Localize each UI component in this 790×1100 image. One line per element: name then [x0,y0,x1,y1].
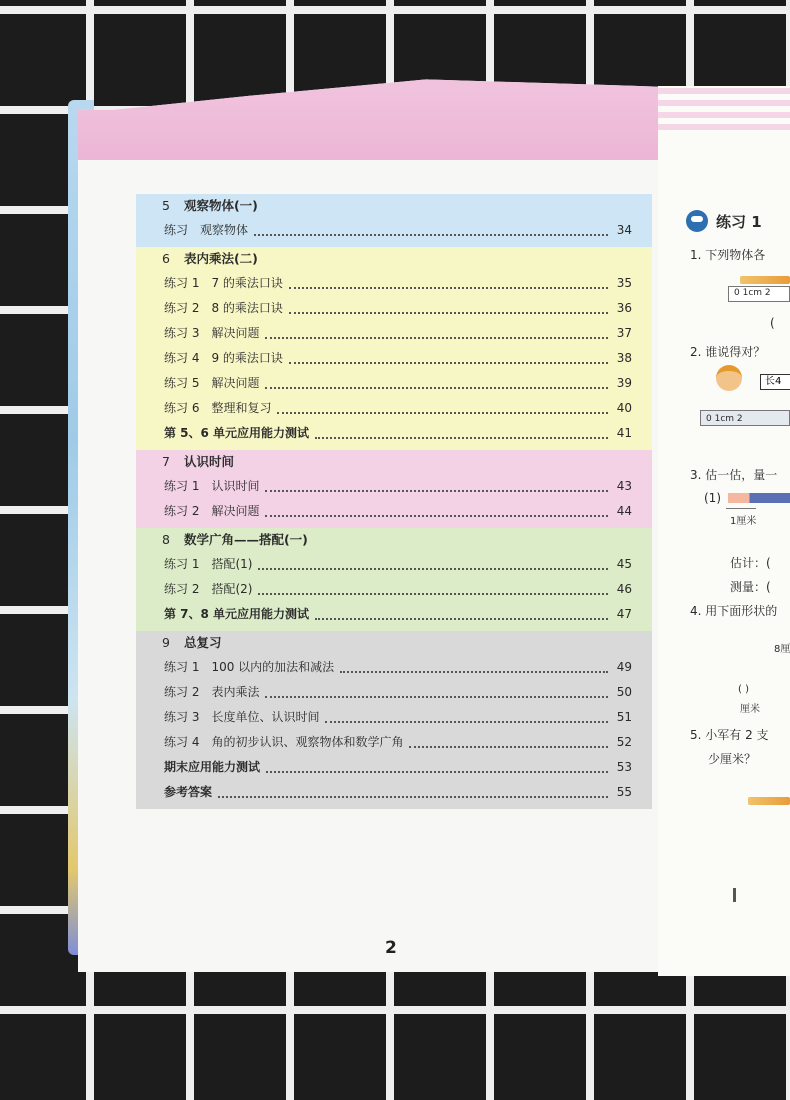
dot-leader [325,721,608,723]
toc-page-number: 38 [616,351,632,365]
toc-page-number: 43 [616,479,632,493]
toc-entry-label [164,655,334,680]
toc-page-number: 41 [616,426,632,440]
dot-leader [258,593,608,595]
toc-entry-subtitle: 角的初步认识、观察物体和数学广角 [211,735,404,749]
speech-bubble: 长4 [760,374,790,390]
table-of-contents [136,194,652,809]
section-number: 7 [162,454,170,469]
toc-section [136,194,652,247]
toc-entry-title: 练习 5 [164,376,200,390]
toc-entry-label [164,780,212,805]
toc-entry-label [164,730,403,755]
toc-page-number: 51 [616,710,632,724]
toc-entry-subtitle: 表内乘法 [211,685,260,699]
dot-leader [289,312,608,314]
toc-page-number: 35 [616,276,632,290]
page-number: 2 [385,938,397,958]
toc-entry-title: 练习 3 [164,326,200,340]
question-1: 1. 下列物体各 [690,248,766,262]
toc-entry [136,371,652,396]
toc-entry-subtitle: 解决问题 [211,326,260,340]
toc-entry-label [164,346,283,371]
toc-entry [136,218,652,243]
question-5: 5. 小军有 2 支 [690,728,769,742]
answer-blank: ( [770,316,775,330]
toc-entry [136,780,652,805]
toc-entry [136,705,652,730]
toc-entry-label [164,755,260,780]
section-title-text: 表内乘法(二) [183,251,258,266]
toc-page-number: 46 [616,582,632,596]
section-number: 5 [162,198,170,213]
toc-entry-subtitle: 9 的乘法口诀 [211,351,283,365]
toc-entry-subtitle: 整理和复习 [211,401,272,415]
ruler-labels: 0 1cm 2 [706,414,743,424]
toc-entry [136,296,652,321]
toc-page-number: 53 [616,760,632,774]
toc-page-number: 36 [616,301,632,315]
section-title-text: 数学广角——搭配(一) [183,532,308,547]
pencil-icon [740,276,790,284]
section-title-text: 认识时间 [183,454,234,469]
toc-entry-label [164,474,259,499]
toc-page-number: 34 [616,223,632,237]
toc-entry-label [164,602,309,627]
toc-entry [136,552,652,577]
dot-leader [409,746,608,748]
toc-entry [136,321,652,346]
toc-entry [136,577,652,602]
toc-entry [136,346,652,371]
toc-page-number: 39 [616,376,632,390]
toc-entry-subtitle: 观察物体 [200,223,249,237]
toc-page-number: 40 [616,401,632,415]
dot-leader [218,796,608,798]
section-number: 6 [162,251,170,266]
toc-entry [136,680,652,705]
unit-label: 厘米 [740,704,760,715]
toc-entry-title: 练习 1 [164,276,200,290]
toc-entry-label [164,499,259,524]
toc-entry [136,730,652,755]
dot-leader [265,337,608,339]
section-title-text: 总复习 [183,635,222,650]
toc-entry [136,271,652,296]
question-3-part: (1) [704,491,721,505]
toc-entry-subtitle: 搭配(2) [211,582,253,596]
toc-entry-title: 练习 4 [164,351,200,365]
toc-entry-label [164,271,283,296]
toc-entry [136,499,652,524]
toc-section [136,528,652,631]
toc-entry-title: 练习 2 [164,301,200,315]
dot-leader [265,387,608,389]
dot-leader [258,568,608,570]
section-title [136,194,652,218]
toc-entry-label [164,396,271,421]
answer-blank: ( ) [738,684,749,695]
dot-leader [315,437,608,439]
section-title [136,247,652,271]
toc-entry-subtitle: 100 以内的加法和减法 [211,660,335,674]
toc-entry-subtitle: 搭配(1) [211,557,253,571]
dot-leader [289,362,608,364]
dot-leader [340,671,608,673]
estimate-label: 估计：( [730,556,771,570]
toc-page-number: 37 [616,326,632,340]
question-5-cont: 少厘米？ [708,752,757,766]
measure-label: 测量：( [730,580,771,594]
toc-entry [136,474,652,499]
question-2: 2. 谁说得对？ [690,345,766,359]
pencil-icon [748,797,790,805]
toc-entry-title: 练习 6 [164,401,200,415]
toc-entry-title: 练习 1 [164,479,200,493]
toc-page-number: 50 [616,685,632,699]
ruler-labels: 0 1cm 2 [734,288,771,298]
dot-leader [277,412,608,414]
child-avatar-icon [716,365,742,391]
toc-entry-title: 练习 3 [164,710,200,724]
dot-leader [289,287,608,289]
section-title-text: 观察物体(一) [183,198,258,213]
shape-label: 8厘 [774,644,790,655]
toc-page-number: 45 [616,557,632,571]
toc-entry-label [164,680,259,705]
toc-entry-title: 第 7、8 单元应用能力测试 [164,607,310,621]
dot-leader [265,696,608,698]
toc-entry-label [164,577,252,602]
unit-line [726,508,756,509]
eraser-pencil-icon [728,493,790,503]
toc-entry-subtitle: 长度单位、认识时间 [211,710,320,724]
toc-entry-label [164,321,259,346]
toc-entry-title: 练习 2 [164,582,200,596]
page-header-stripe [658,88,790,136]
dot-leader [266,771,608,773]
question-3: 3. 估一估，量一 [690,468,778,482]
dot-leader [315,618,608,620]
toc-entry [136,396,652,421]
dot-leader [265,515,608,517]
toc-page-number: 44 [616,504,632,518]
toc-entry-subtitle: 解决问题 [211,504,260,518]
toc-entry-subtitle: 8 的乘法口诀 [211,301,283,315]
unit-label: 1厘米 [730,516,757,527]
question-4: 4. 用下面形状的 [690,604,778,618]
toc-entry-label [164,371,259,396]
toc-entry-title: 练习 4 [164,735,200,749]
toc-entry-title: 练习 2 [164,685,200,699]
section-title [136,631,652,655]
section-number: 8 [162,532,170,547]
toc-page-number: 47 [616,607,632,621]
dot-leader [254,234,608,236]
toc-entry-label [164,218,248,243]
toc-page-number: 52 [616,735,632,749]
section-number: 9 [162,635,170,650]
toc-section [136,247,652,450]
toc-entry-title: 练习 1 [164,660,200,674]
toc-entry-label [164,552,252,577]
section-title [136,450,652,474]
toc-entry-label [164,705,319,730]
toc-entry-subtitle: 7 的乘法口诀 [211,276,283,290]
toc-entry-title: 练习 2 [164,504,200,518]
toc-entry-title: 参考答案 [164,785,213,799]
toc-entry-label [164,296,283,321]
toc-entry [136,655,652,680]
toc-entry-title: 第 5、6 单元应用能力测试 [164,426,310,440]
toc-entry-title: 练习 [164,223,189,237]
toc-section [136,450,652,528]
dot-leader [265,490,608,492]
toc-entry-subtitle: 解决问题 [211,376,260,390]
toc-entry-title: 期末应用能力测试 [164,760,261,774]
toc-entry-subtitle: 认识时间 [211,479,260,493]
toc-entry [136,755,652,780]
toc-section [136,631,652,809]
toc-entry-label [164,421,309,446]
section-title [136,528,652,552]
exercise-title: 练习 1 [716,213,762,231]
owl-mascot-icon [686,210,708,232]
page-header-band [78,74,658,160]
divider [733,888,736,902]
toc-page-number: 49 [616,660,632,674]
toc-entry [136,421,652,446]
toc-entry [136,602,652,627]
toc-entry-title: 练习 1 [164,557,200,571]
toc-page-number: 55 [616,785,632,799]
